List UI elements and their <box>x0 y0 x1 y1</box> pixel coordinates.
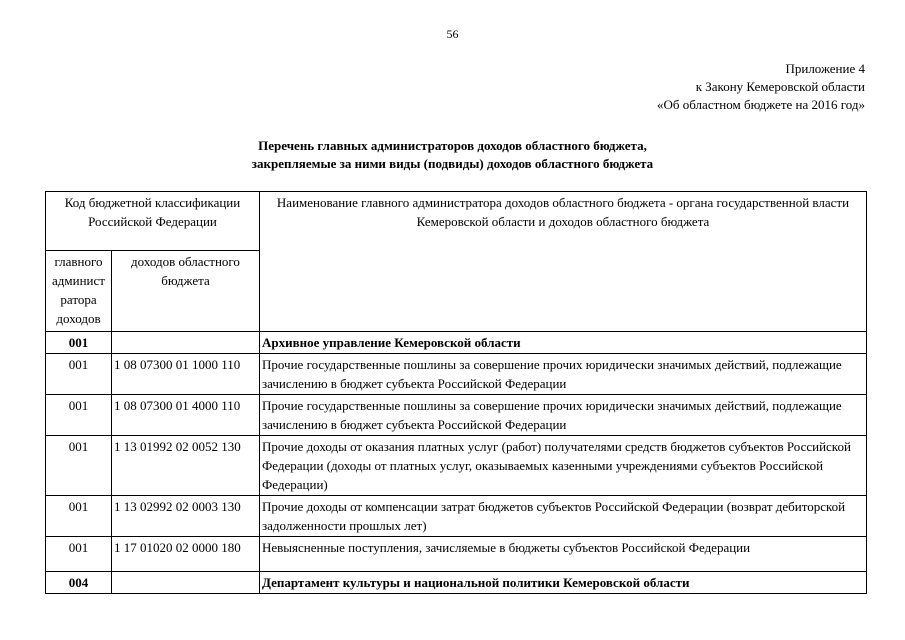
administrators-table <box>45 191 867 594</box>
income-name: Прочие доходы от оказания платных услуг (работ) получателями средств бюджетов субъектов Российской Федерации (доходы от платных услуг, оказываемых казенными учреждениями субъектов Российской Федерации) <box>260 436 867 496</box>
header-admin <box>46 251 112 332</box>
appendix-note <box>657 60 865 114</box>
admin-code: 001 <box>46 537 112 572</box>
header-admin-line: доходов <box>56 311 101 326</box>
income-code <box>112 332 260 354</box>
income-code: 1 13 02992 02 0003 130 <box>112 496 260 537</box>
table-row <box>46 537 867 572</box>
income-name: Прочие доходы от компенсации затрат бюджетов субъектов Российской Федерации (возврат дебиторской задолженности прошлых лет) <box>260 496 867 537</box>
income-code: 1 13 01992 02 0052 130 <box>112 436 260 496</box>
document-title <box>0 137 905 173</box>
income-code: 1 08 07300 01 1000 110 <box>112 354 260 395</box>
table-row <box>46 354 867 395</box>
admin-code: 001 <box>46 332 112 354</box>
table-header-row <box>46 192 867 251</box>
page-number: 56 <box>446 27 459 41</box>
document-title-line-2: закрепляемые за ними виды (подвиды) доходов областного бюджета <box>251 156 654 171</box>
document-title-line-1: Перечень главных администраторов доходов областного бюджета, <box>258 138 647 153</box>
header-income: доходов областного бюджета <box>112 251 260 332</box>
income-name: Департамент культуры и национальной политики Кемеровской области <box>260 572 867 594</box>
appendix-line-3: «Об областном бюджете на 2016 год» <box>657 97 865 112</box>
header-admin-line: админист <box>52 273 105 288</box>
header-name: Наименование главного администратора доходов областного бюджета - органа государственной власти Кемеровской области и доходов областного бюджета <box>260 192 867 332</box>
appendix-line-1: Приложение 4 <box>785 61 865 76</box>
table-row <box>46 436 867 496</box>
income-name: Невыясненные поступления, зачисляемые в бюджеты субъектов Российской Федерации <box>260 537 867 572</box>
admin-code: 001 <box>46 436 112 496</box>
appendix-line-2: к Закону Кемеровской области <box>695 79 865 94</box>
admin-code: 001 <box>46 354 112 395</box>
income-code: 1 17 01020 02 0000 180 <box>112 537 260 572</box>
admin-code: 001 <box>46 395 112 436</box>
header-admin-line: ратора <box>60 292 97 307</box>
income-name: Прочие государственные пошлины за совершение прочих юридически значимых действий, подлежащие зачислению в бюджет субъекта Российской Федерации <box>260 395 867 436</box>
income-code: 1 08 07300 01 4000 110 <box>112 395 260 436</box>
table-row <box>46 332 867 354</box>
admin-code: 001 <box>46 496 112 537</box>
income-name: Архивное управление Кемеровской области <box>260 332 867 354</box>
header-kbk: Код бюджетной классификации Российской Федерации <box>46 192 260 251</box>
header-admin-line: главного <box>54 254 103 269</box>
income-name: Прочие государственные пошлины за совершение прочих юридически значимых действий, подлежащие зачислению в бюджет субъекта Российской Федерации <box>260 354 867 395</box>
table-row <box>46 395 867 436</box>
table-row <box>46 496 867 537</box>
admin-code: 004 <box>46 572 112 594</box>
table-row <box>46 572 867 594</box>
income-code <box>112 572 260 594</box>
